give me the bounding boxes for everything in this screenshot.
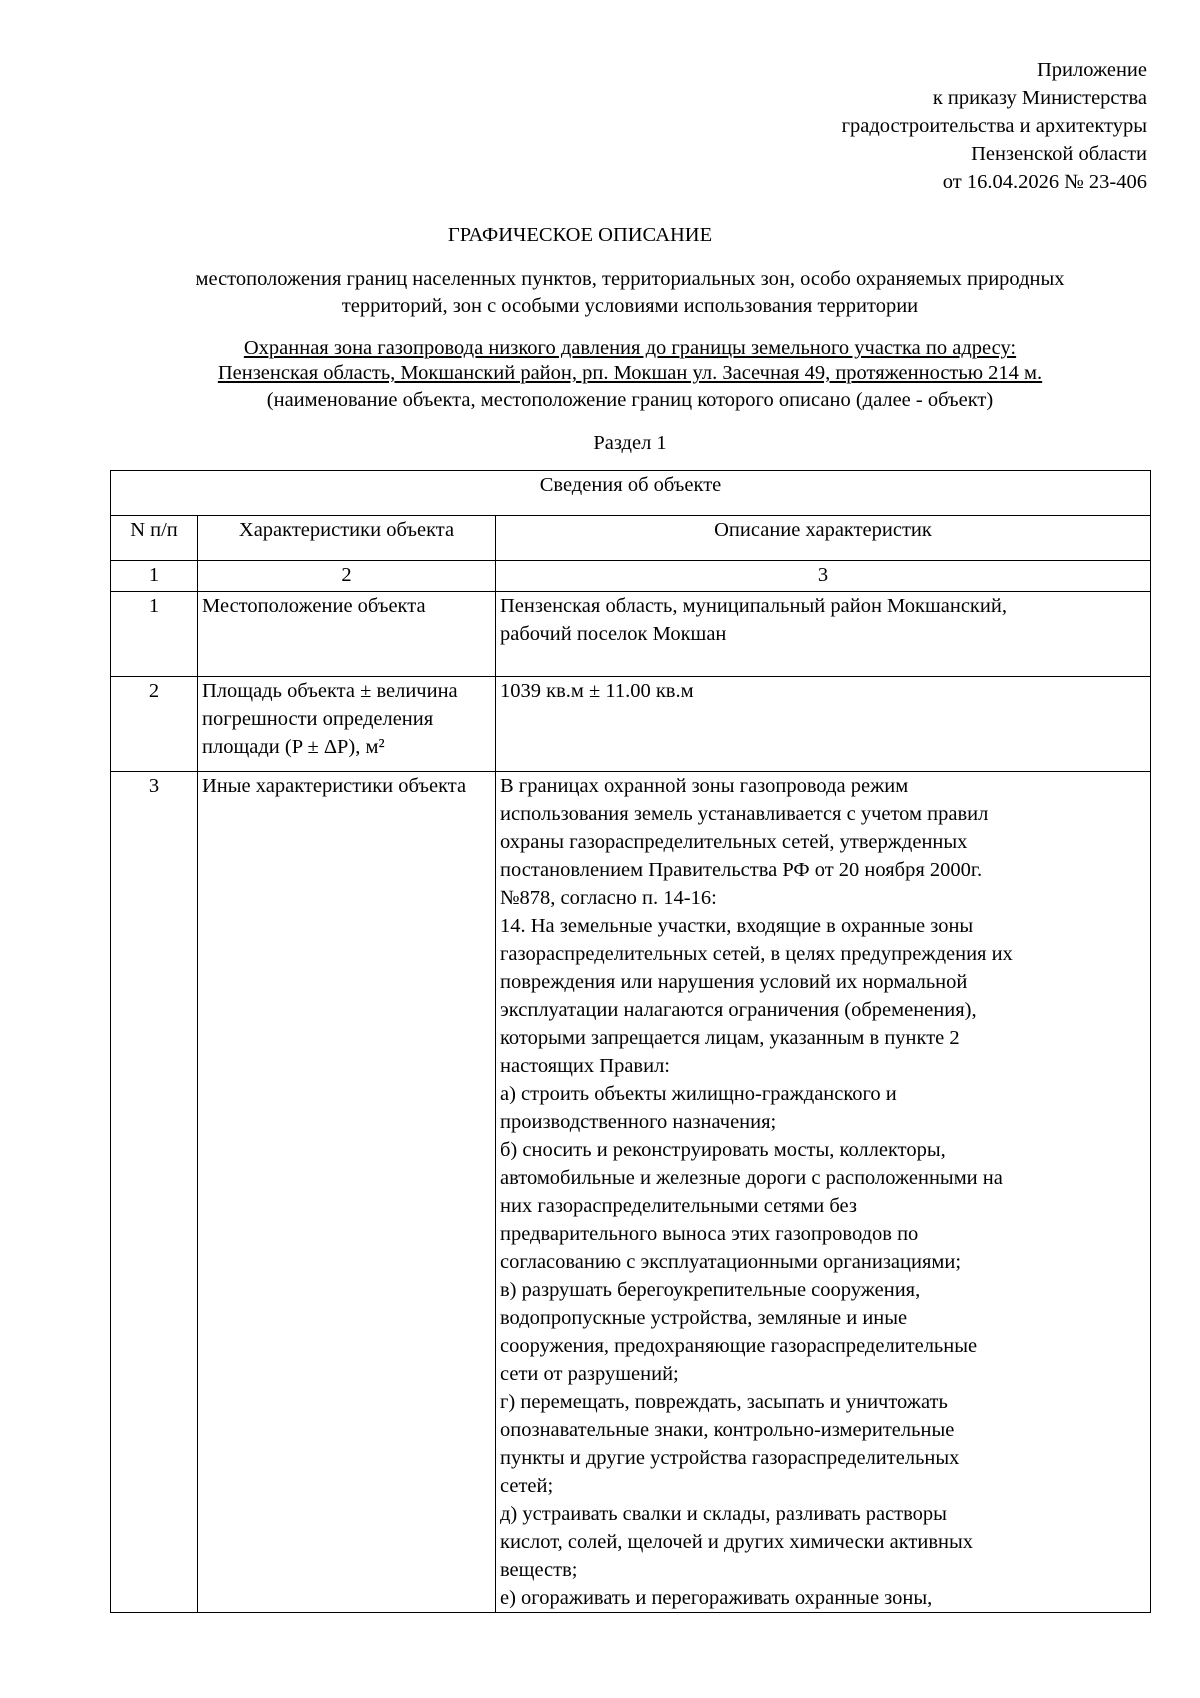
object-caption: (наименование объекта, местоположение границ которого описано (далее - объект) (266, 389, 994, 411)
row-number: 3 (111, 772, 198, 1613)
description-line: настоящих Правил: (500, 1055, 671, 1077)
row-characteristic (198, 677, 496, 772)
description-line: веществ; (500, 1559, 578, 1581)
description-line: автомобильные и железные дороги с расположенными на (500, 1167, 1003, 1189)
description-line: В границах охранной зоны газопровода режим (500, 775, 909, 797)
object-info-table (110, 470, 1151, 1613)
description-line: г) перемещать, повреждать, засыпать и уничтожать (500, 1391, 948, 1413)
description-line: предварительного выноса этих газопроводов по (500, 1223, 919, 1245)
document-subtitle (110, 266, 1150, 320)
column-number: 3 (496, 561, 1151, 592)
description-line: кислот, солей, щелочей и других химически активных (500, 1531, 974, 1553)
description-line: производственного назначения; (500, 1111, 777, 1133)
description-line: сетей; (500, 1475, 554, 1497)
description-line: 14. На земельные участки, входящие в охранные зоны (500, 915, 974, 937)
description-line: в) разрушать берегоукрепительные сооружения, (500, 1279, 921, 1301)
description-line: которыми запрещается лицам, указанным в пункте 2 (500, 1027, 960, 1049)
column-number-row (111, 561, 1151, 592)
description-line: Пензенская область, муниципальный район Мокшанский, (500, 595, 1007, 617)
description-line: сети от разрушений; (500, 1363, 679, 1385)
description-line: согласованию с эксплуатационными организациями; (500, 1251, 962, 1273)
description-line: водопропускные устройства, земляные и иные (500, 1307, 908, 1329)
header-cell-characteristic: Характеристики объекта (198, 516, 496, 561)
approval-line: от 16.04.2026 № 23-406 (942, 171, 1147, 193)
row-description (496, 592, 1151, 677)
section-heading: Раздел 1 (593, 432, 667, 454)
description-line: использования земель устанавливается с учетом правил (500, 803, 989, 825)
subtitle-line: местоположения границ населенных пунктов, территориальных зон, особо охраняемых природных (195, 268, 1065, 290)
description-line: д) устраивать свалки и склады, разливать растворы (500, 1503, 947, 1525)
description-line: опознавательные знаки, контрольно-измерительные (500, 1419, 955, 1441)
row-characteristic: Иные характеристики объекта (198, 772, 496, 1613)
row-description (496, 772, 1151, 1613)
approval-line: градостроительства и архитектуры (841, 115, 1147, 137)
characteristic-line: Площадь объекта ± величина (202, 680, 458, 702)
object-name-line: Пензенская область, Мокшанский район, рп. Мокшан ул. Засечная 49, протяженностью 214 м. (217, 362, 1043, 384)
row-number: 1 (111, 592, 198, 677)
characteristic-line: площади (P ± ΔP), м² (202, 736, 385, 758)
description-line: них газораспределительными сетями без (500, 1195, 857, 1217)
table-row (111, 677, 1151, 772)
column-number: 2 (198, 561, 496, 592)
approval-line: к приказу Министерства (932, 87, 1147, 109)
table-caption-row (111, 471, 1151, 516)
table-caption: Сведения об объекте (111, 471, 1151, 516)
object-name (110, 336, 1150, 386)
table-row (111, 592, 1151, 677)
object-name-line: Охранная зона газопровода низкого давления до границы земельного участка по адресу: (243, 337, 1017, 359)
description-line: е) огораживать и перегораживать охранные зоны, (500, 1587, 933, 1609)
approval-line: Приложение (1036, 59, 1147, 81)
row-description: 1039 кв.м ± 11.00 кв.м (496, 677, 1151, 772)
column-number: 1 (111, 561, 198, 592)
header-cell-description: Описание характеристик (496, 516, 1151, 561)
description-line: повреждения или нарушения условий их нормальной (500, 971, 968, 993)
description-line: б) сносить и реконструировать мосты, коллекторы, (500, 1139, 946, 1161)
description-line: а) строить объекты жилищно-гражданского и (500, 1083, 897, 1105)
header-cell-number: N п/п (111, 516, 198, 561)
description-line: пункты и другие устройства газораспределительных (500, 1447, 960, 1469)
description-line: рабочий поселок Мокшан (500, 623, 727, 645)
document-title: ГРАФИЧЕСКОЕ ОПИСАНИЕ (447, 224, 713, 246)
description-line: №878, согласно п. 14-16: (500, 887, 717, 909)
description-line: газораспределительных сетей, в целях предупреждения их (500, 943, 1013, 965)
characteristic-line: погрешности определения (202, 708, 434, 730)
row-number: 2 (111, 677, 198, 772)
description-line: эксплуатации налагаются ограничения (обременения), (500, 999, 977, 1021)
table-header-row (111, 516, 1151, 561)
approval-block (842, 56, 1147, 196)
description-line: охраны газораспределительных сетей, утвержденных (500, 831, 968, 853)
row-characteristic: Местоположение объекта (198, 592, 496, 677)
approval-line: Пензенской области (971, 143, 1147, 165)
description-line: постановлением Правительства РФ от 20 ноября 2000г. (500, 859, 983, 881)
subtitle-line: территорий, зон с особыми условиями использования территории (341, 295, 919, 317)
description-line: сооружения, предохраняющие газораспределительные (500, 1335, 978, 1357)
table-row (111, 772, 1151, 1613)
